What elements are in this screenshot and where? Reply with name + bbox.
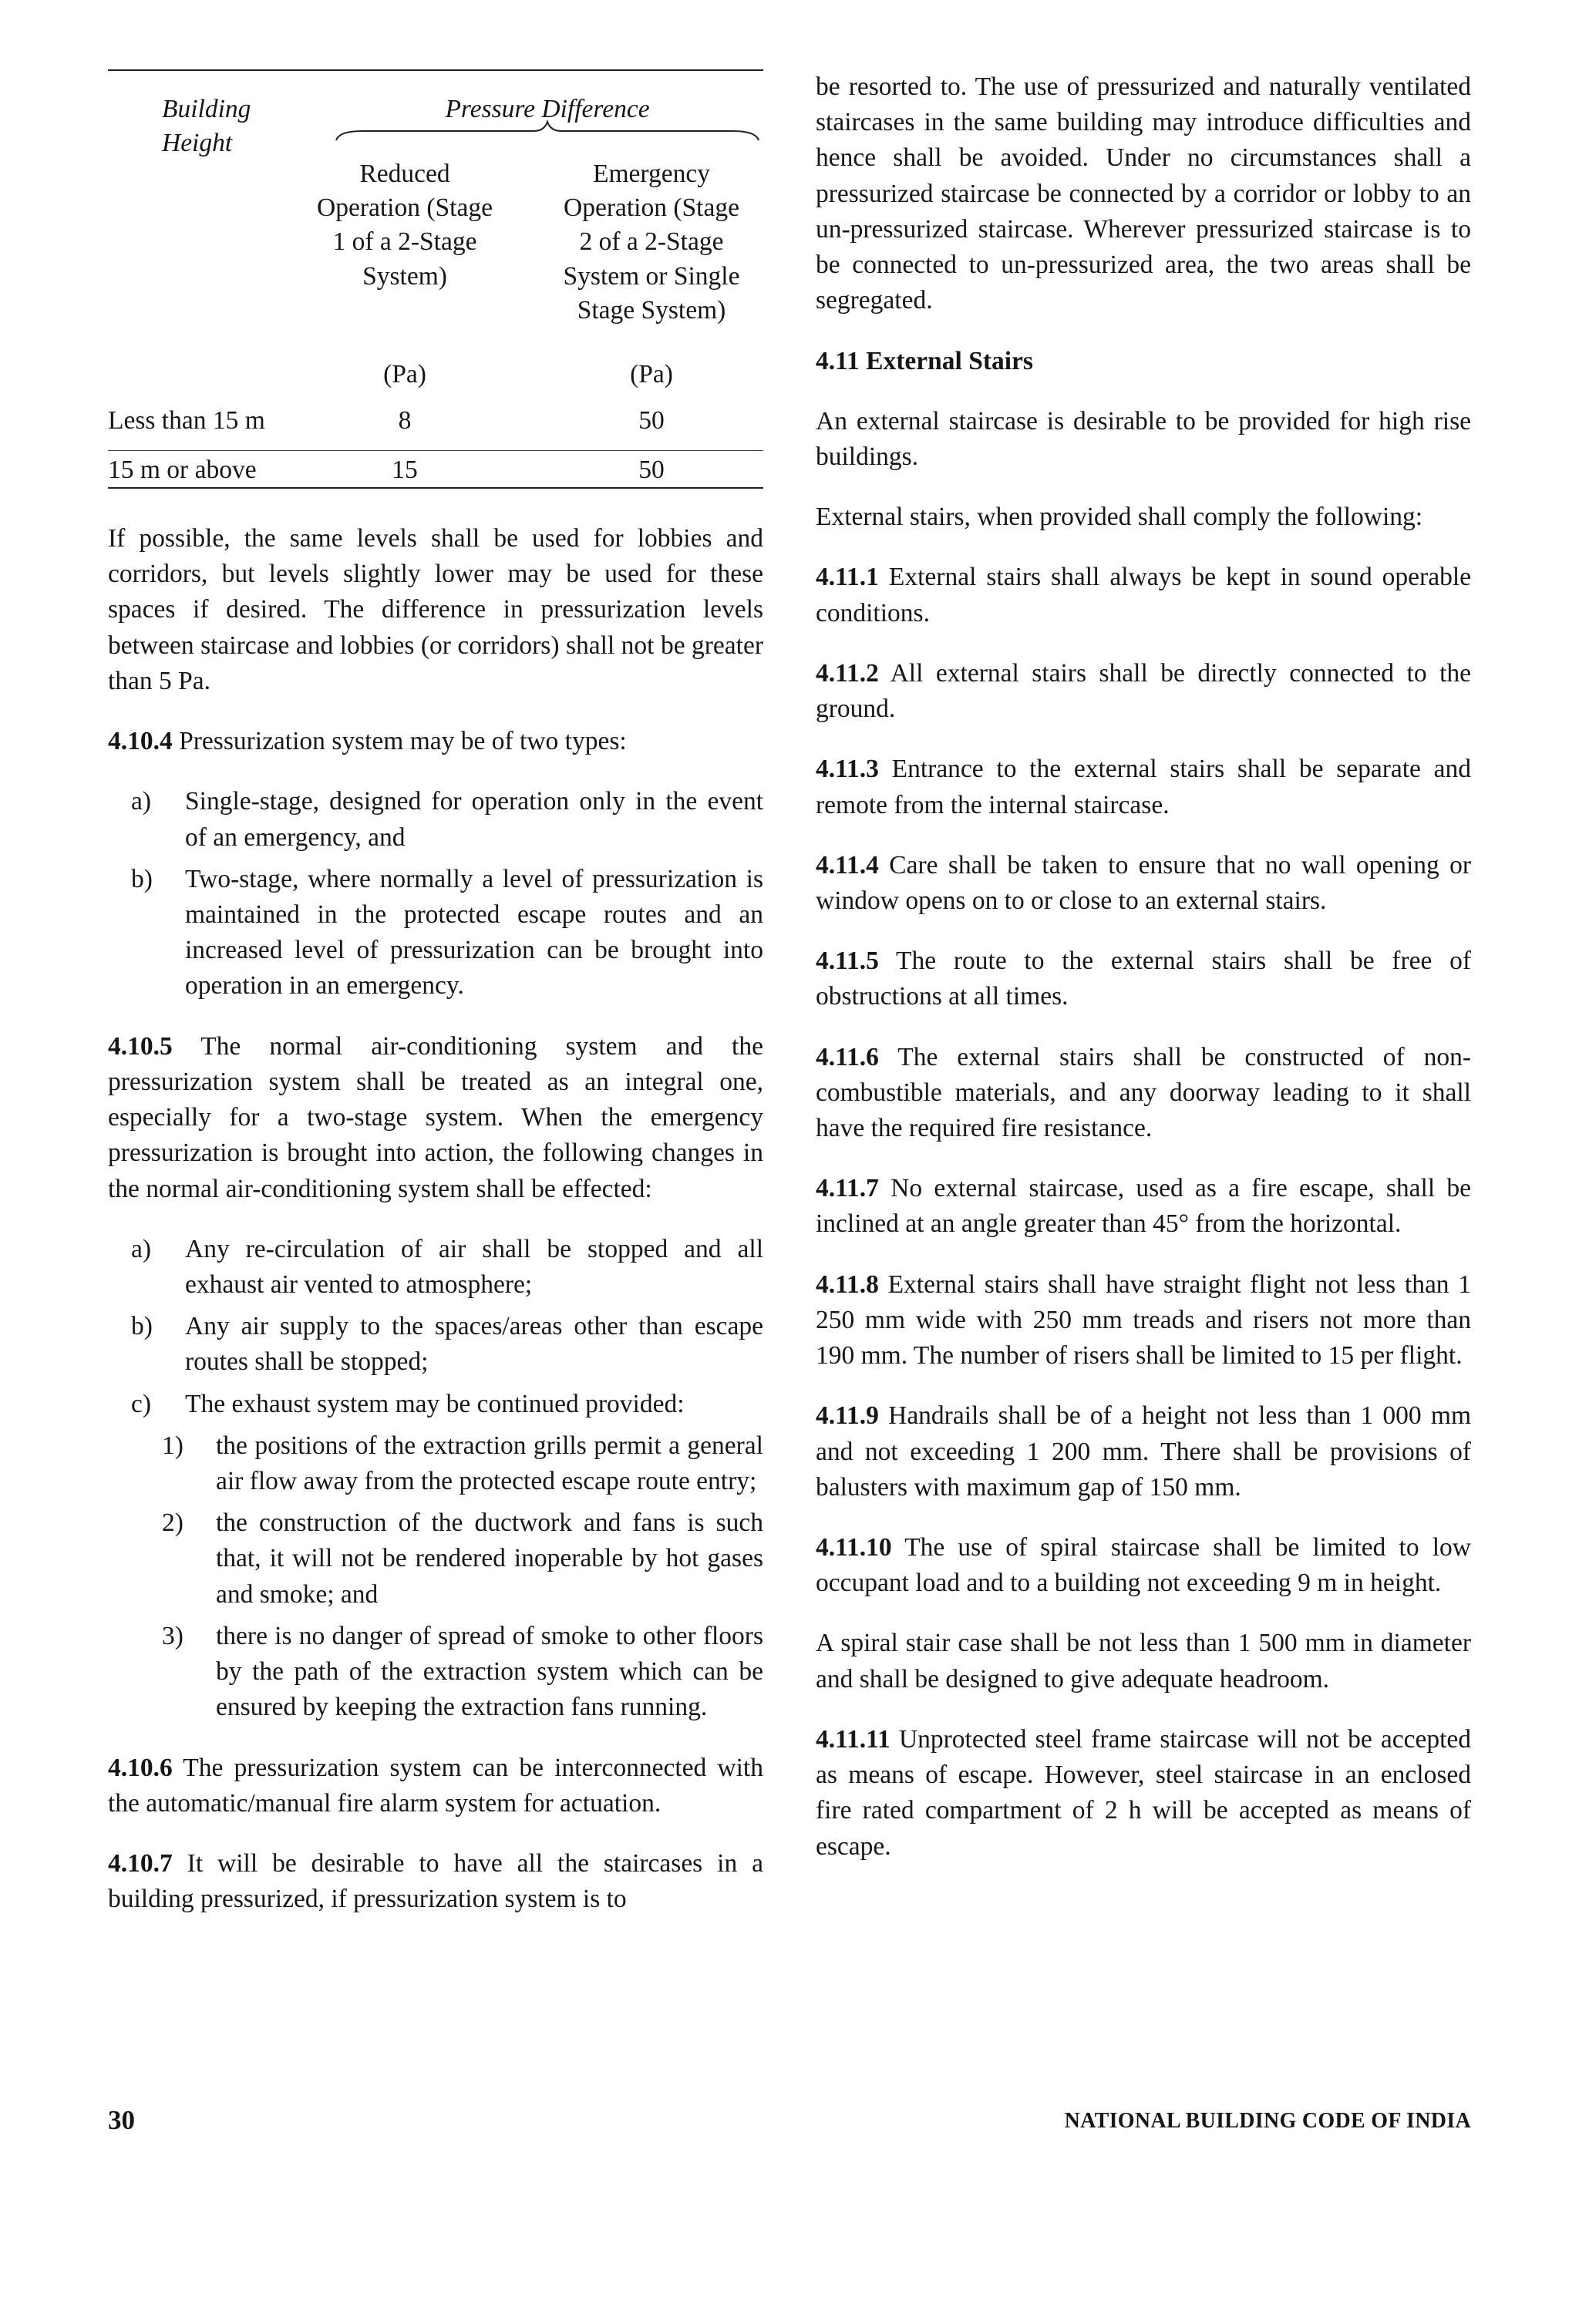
clause-text: Pressurization system may be of two types: (179, 727, 627, 756)
list-item: 1) the positions of the extraction grills permit a general air flow away from the protected escape route entry; (162, 1431, 763, 1496)
row2-emergency: 50 (638, 456, 665, 484)
clause-4-10-6 (108, 1751, 763, 1821)
row1-height: Less than 15 m (108, 406, 265, 435)
paragraph-lobby-levels: If possible, the same levels shall be used for lobbies and corridors, but levels slightly lower may be used for these spaces if desired. The difference in pressurization levels between staircase and lobbies (or corridors) shall not be greater than 5 Pa. (108, 524, 763, 695)
clause-4-11-8: 4.11.8 External stairs shall have straight flight not less than 1 250 mm wide with 250 mm treads and risers not more than 190 mm. The number of risers shall be limited to 15 per flight. (816, 1270, 1471, 1371)
clause-4-11-6: 4.11.6 The external stairs shall be constructed of non-combustible materials, and any doorway leading to it shall have the required fire resistance. (816, 1042, 1471, 1143)
row1-emergency: 50 (638, 406, 665, 435)
clause-4-11-3: 4.11.3 Entrance to the external stairs shall be separate and remote from the internal staircase. (816, 755, 1472, 819)
pressurization-types-list (108, 784, 763, 1004)
list-item: b) Two-stage, where normally a level of pressurization is maintained in the protected escape routes and an increased level of pressurization can be brought into operation in an emergency. (131, 864, 763, 1001)
clause-number: 4.10.7 (108, 1849, 173, 1878)
group-header-pressure-difference: Pressure Difference (445, 95, 650, 123)
row2-height: 15 m or above (108, 456, 257, 484)
row1-reduced: 8 (398, 406, 412, 435)
list-item: c) The exhaust system may be continued provided: (131, 1389, 685, 1418)
clause-number: 4.10.4 (108, 727, 173, 756)
list-item: a) Any re-circulation of air shall be stopped and all exhaust air vented to atmosphere; (131, 1234, 763, 1299)
row2-reduced: 15 (392, 456, 418, 484)
exhaust-provisos-list (162, 1428, 763, 1726)
unit-reduced: (Pa) (383, 360, 426, 388)
paragraph-intro-2: External stairs, when provided shall comply the following: (816, 503, 1423, 532)
list-item: 3) there is no danger of spread of smoke to other floors by the path of the extraction system which can be ensured by keeping the extraction fans running. (162, 1621, 763, 1722)
clause-4-11-4: 4.11.4 Care shall be taken to ensure that no wall opening or window opens on to or close to an external stairs. (816, 850, 1472, 915)
clause-4-11-2: 4.11.2 All external stairs shall be directly connected to the ground. (816, 658, 1472, 724)
page-number: 30 (108, 2105, 135, 2135)
table-row-divider (108, 450, 763, 451)
header-brace (332, 102, 763, 148)
left-column (108, 69, 763, 1942)
col-header-building-height: Building Height (162, 95, 251, 158)
clause-4-11-9: 4.11.9 Handrails shall be of a height not less than 1 000 mm and not exceeding 1 200 mm. There shall be provisions of balusters with maximum gap of 150 mm. (816, 1401, 1472, 1502)
running-head: NATIONAL BUILDING CODE OF INDIA (1064, 2109, 1471, 2133)
col-header-reduced-operation: Reduced Operation (Stage 1 of a 2-Stage System) (317, 160, 493, 291)
col-header-emergency-operation: Emergency Operation (Stage 2 of a 2-Stage System or Single Stage System) (563, 160, 740, 325)
list-item: b) Any air supply to the spaces/areas other than escape routes shall be stopped; (131, 1312, 763, 1377)
clause-4-11-1: 4.11.1 External stairs shall always be kept in sound operable conditions. (816, 563, 1471, 627)
clause-4-11-7: 4.11.7 No external staircase, used as a fire escape, shall be inclined at an angle greater than 45° from the horizontal. (816, 1174, 1472, 1239)
clause-text: The normal air-conditioning system and the pressurization system shall be treated as an integral one, especially for a two-stage system. When the emergency pressurization is brought into action, the following changes in the normal air-conditioning system shall be effected: (108, 1031, 763, 1203)
section-title-external-stairs: 4.11 External Stairs (816, 346, 1033, 375)
ac-changes-list (108, 1232, 763, 1726)
right-column (816, 69, 1471, 1889)
list-item: 2) the construction of the ductwork and fans is such that, it will not be rendered inoperable by hot gases and smoke; and (162, 1508, 763, 1609)
clause-text: It will be desirable to have all the staircases in a building pressurized, if pressurization system is to (108, 1849, 763, 1914)
clause-4-11-5: 4.11.5 The route to the external stairs shall be free of obstructions at all times. (816, 947, 1471, 1011)
paragraph-continued: be resorted to. The use of pressurized and naturally ventilated staircases in the same building may introduce difficulties and hence shall be avoided. Under no circumstances shall a pressurized staircase be connected by a corridor or lobby to an un-pressurized staircase. Wherever pressurized staircase is to be connected to un-pressurized area, the two areas shall be segregated. (816, 72, 1471, 315)
clause-number: 4.10.5 (108, 1031, 173, 1061)
list-item: a) Single-stage, designed for operation only in the event of an emergency, and (131, 787, 763, 852)
clause-number: 4.10.6 (108, 1753, 173, 1782)
clause-4-11-11: 4.11.11 Unprotected steel frame staircase will not be accepted as means of escape. However, steel staircase in an enclosed fire rated compartment of 2 h will be accepted as means of escape. (816, 1724, 1471, 1861)
pressure-difference-table (108, 69, 763, 489)
clause-4-10-7 (108, 1846, 763, 1917)
paragraph-spiral-stair: A spiral stair case shall be not less than 1 500 mm in diameter and shall be designed to give adequate headroom. (816, 1629, 1471, 1693)
paragraph-intro-1: An external staircase is desirable to be provided for high rise buildings. (816, 406, 1471, 471)
clause-text: The pressurization system can be interconnected with the automatic/manual fire alarm system for actuation. (108, 1753, 763, 1818)
clause-4-10-5 (108, 1029, 763, 1207)
clause-4-11-10: 4.11.10 The use of spiral staircase shall be limited to low occupant load and to a building not exceeding 9 m in height. (816, 1533, 1471, 1598)
unit-emergency: (Pa) (630, 360, 673, 388)
clause-4-10-4 (108, 724, 763, 759)
